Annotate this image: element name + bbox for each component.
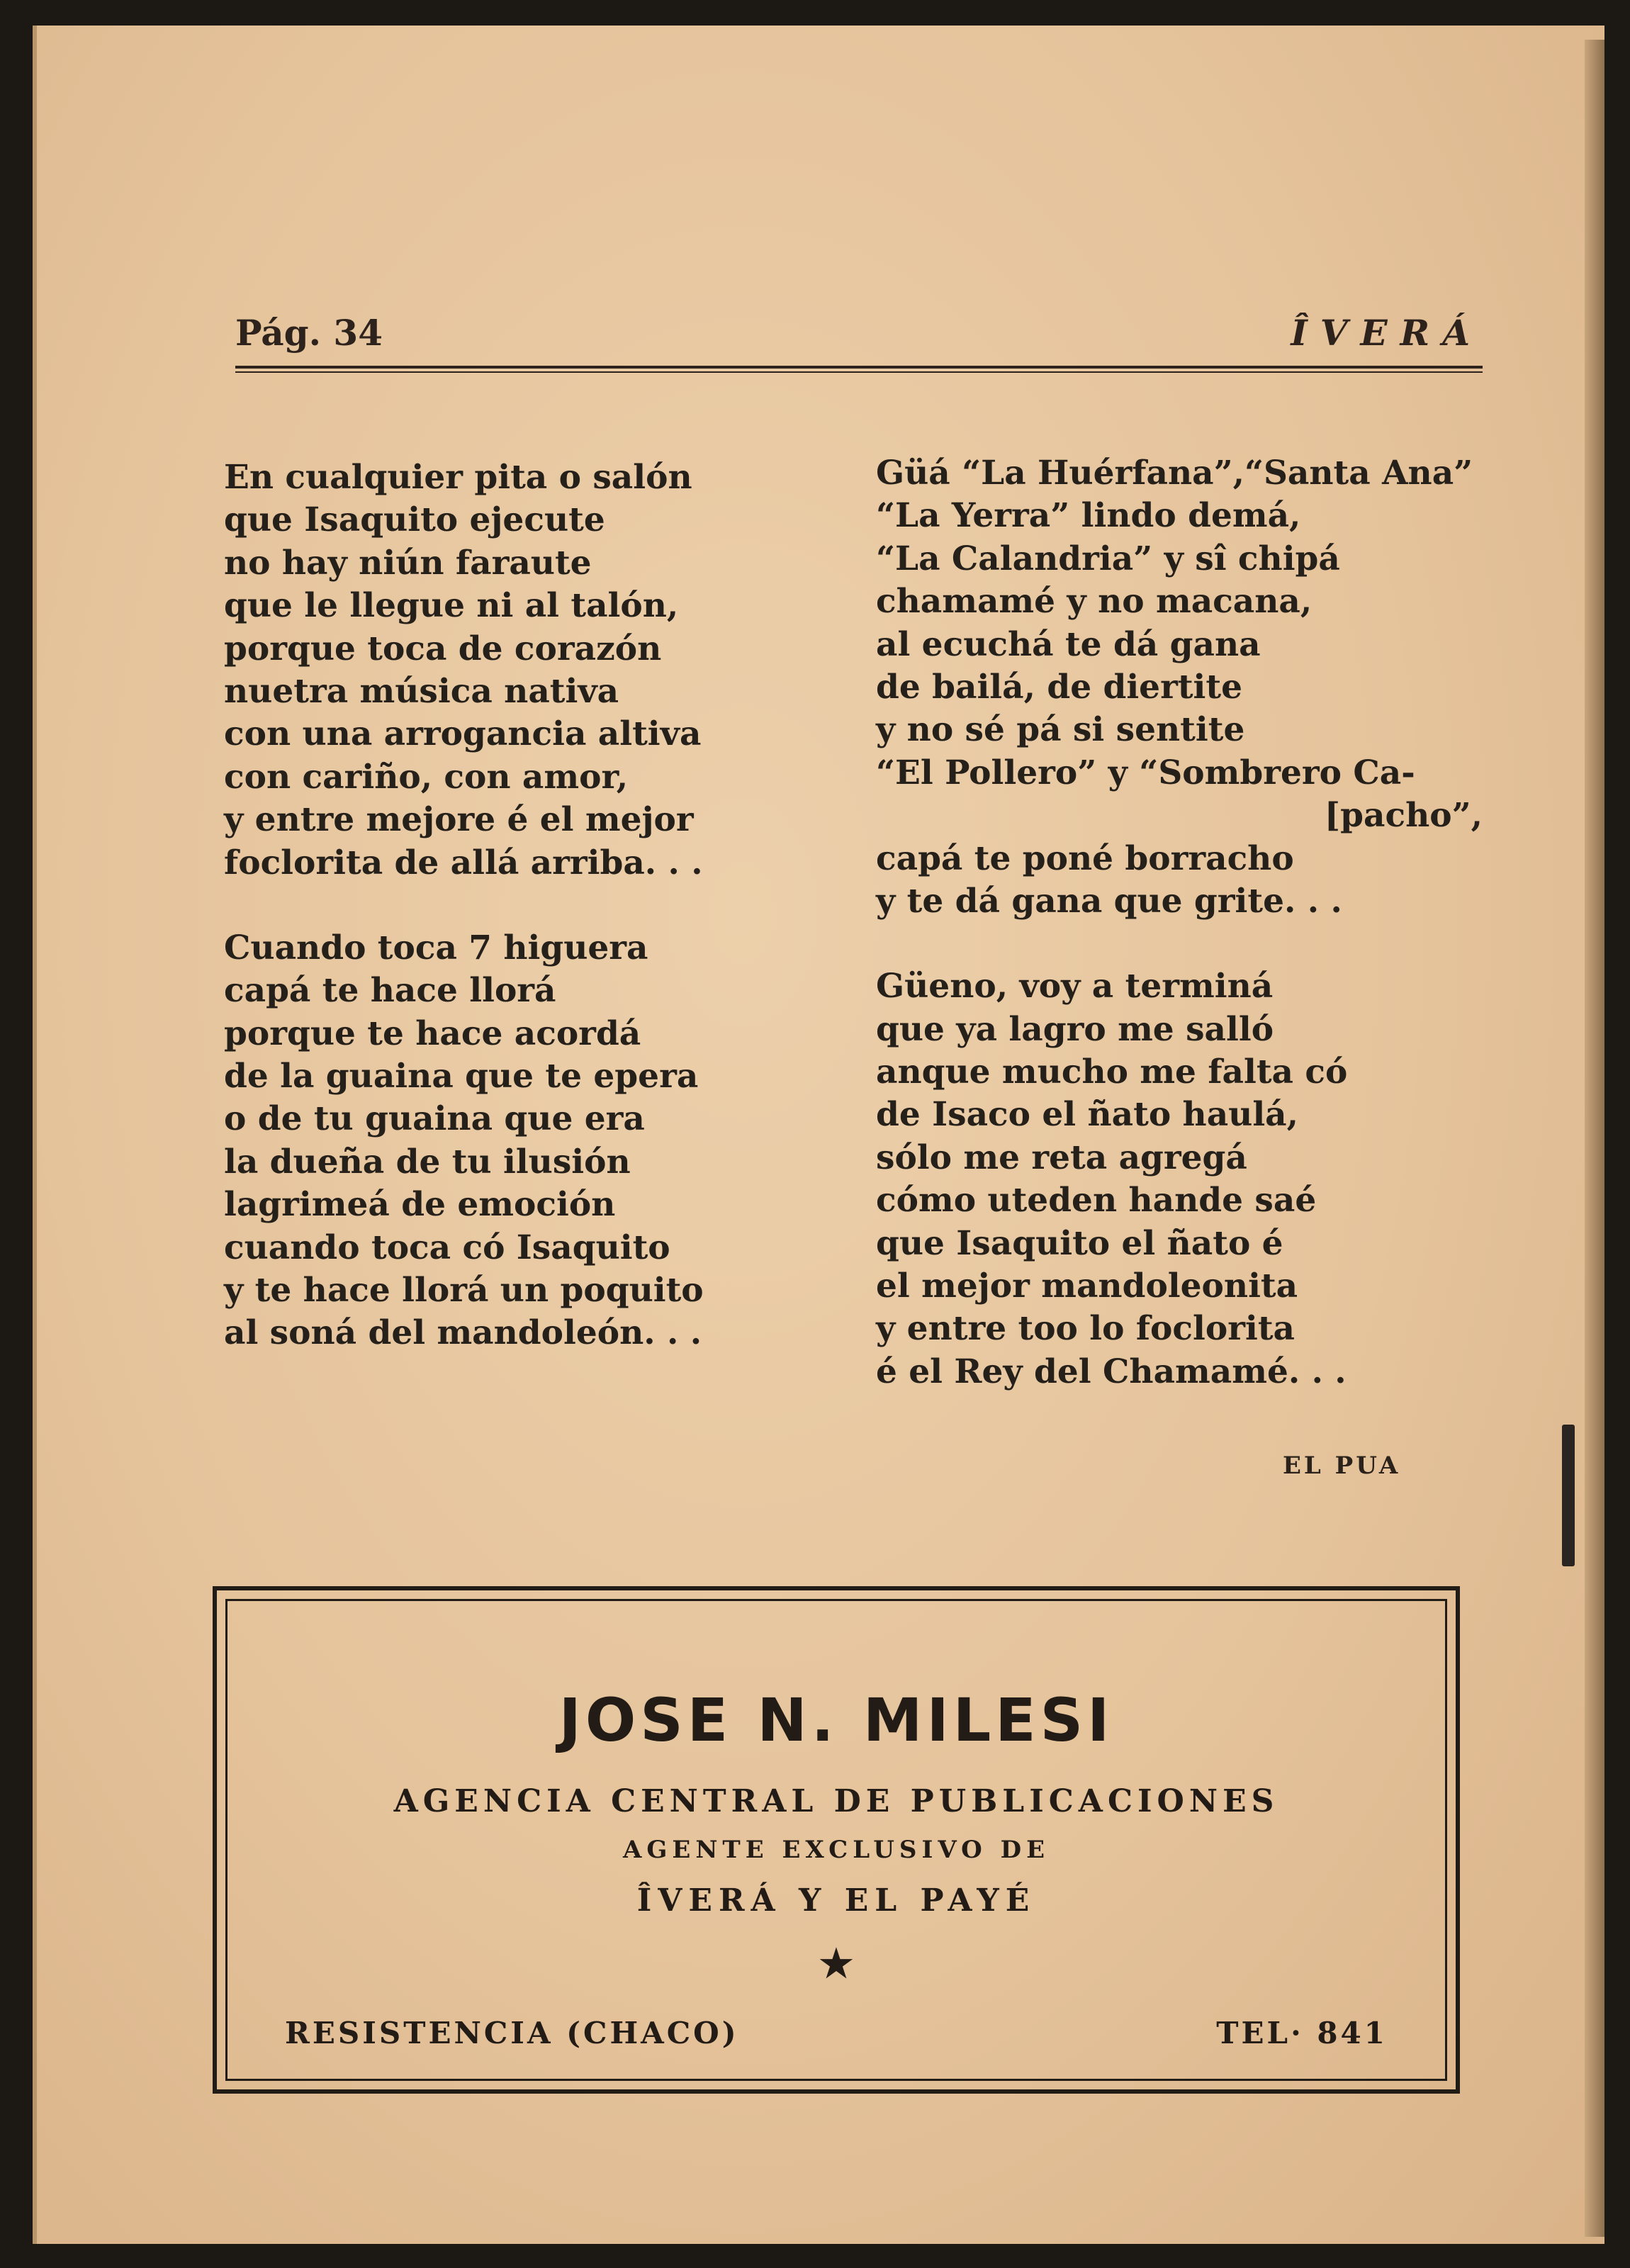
- poem-line: que ya lagro me salló: [876, 1009, 1274, 1049]
- poem-line: nuetra música nativa: [224, 671, 619, 711]
- advertiser-name: JOSE N. MILESI: [558, 1685, 1114, 1755]
- poem-line: capá te poné borracho: [876, 838, 1294, 878]
- advertiser-subtitle: AGENCIA CENTRAL DE PUBLICACIONES: [393, 1783, 1279, 1819]
- page-header: [235, 312, 1483, 361]
- poem-line: de la guaina que te epera: [224, 1057, 699, 1096]
- publications-line: ÎVERÁ Y EL PAYÉ: [636, 1882, 1036, 1919]
- header-rule: [235, 366, 1483, 373]
- poem-line: que Isaquito ejecute: [224, 500, 605, 540]
- poem-line: cuando toca có Isaquito: [224, 1228, 670, 1267]
- magazine-title: ÎVERÁ: [1291, 312, 1483, 354]
- stanza-gap: [876, 923, 1490, 965]
- stanza-gap: [224, 885, 734, 927]
- poem-line: de bailá, de diertite: [876, 667, 1243, 707]
- poem-line: que le llegue ni al talón,: [224, 586, 679, 626]
- poem-line: y entre too lo foclorita: [876, 1309, 1295, 1349]
- poem-line: cómo uteden hande saé: [876, 1181, 1317, 1220]
- poem-line: porque toca de corazón: [224, 629, 662, 668]
- poem-line: y te dá gana que grite. . .: [876, 881, 1342, 921]
- page-edge: [1585, 40, 1604, 2237]
- poem-line: con una arrogancia altiva: [224, 714, 702, 754]
- poem-line: anque mucho me falta có: [876, 1052, 1348, 1092]
- poem-right-column: [876, 452, 1490, 1393]
- poem-line: la dueña de tu ilusión: [224, 1142, 631, 1181]
- poem-line: Cuando toca 7 higuera: [224, 928, 648, 967]
- poem-line: y te hace llorá un poquito: [224, 1271, 704, 1310]
- poem-line: con cariño, con amor,: [224, 757, 629, 797]
- poem-line: capá te hace llorá: [224, 971, 556, 1011]
- poem-line: lagrimeá de emoción: [224, 1185, 616, 1225]
- advertisement-box: [213, 1586, 1460, 2094]
- advertiser-phone: TEL· 841: [1216, 2016, 1388, 2050]
- poem-line: el mejor mandoleonita: [876, 1267, 1298, 1306]
- poem-line: de Isaco el ñato haulá,: [876, 1095, 1298, 1135]
- page-number: Pág. 34: [235, 312, 383, 354]
- poem-line: “El Pollero” y “Sombrero Ca-: [876, 753, 1415, 792]
- agent-line: AGENTE EXCLUSIVO DE: [622, 1836, 1050, 1864]
- poem-line: é el Rey del Chamamé. . .: [876, 1352, 1347, 1391]
- poem-left-column: [224, 456, 734, 1355]
- advertiser-city: RESISTENCIA (CHACO): [285, 2016, 739, 2050]
- poem-line: En cualquier pita o salón: [224, 458, 692, 497]
- poem-line: “La Yerra” lindo demá,: [876, 496, 1301, 536]
- poem-signature: EL PUA: [1283, 1452, 1401, 1480]
- poem-line: al soná del mandoleón. . .: [224, 1313, 702, 1353]
- star-icon: ★: [819, 1941, 854, 1986]
- binding-clip: [1562, 1425, 1575, 1566]
- poem-line: no hay niún faraute: [224, 543, 592, 583]
- poem-line: que Isaquito el ñato é: [876, 1223, 1283, 1263]
- poem-line: Güeno, voy a terminá: [876, 967, 1274, 1006]
- poem-line: “La Calandria” y sî chipá: [876, 539, 1340, 578]
- poem-line: y entre mejore é el mejor: [224, 800, 694, 840]
- poem-line: foclorita de allá arriba. . .: [224, 843, 703, 882]
- poem-line: Güá “La Huérfana”,“Santa Ana”: [876, 454, 1473, 493]
- poem-line: o de tu guaina que era: [224, 1099, 645, 1139]
- poem-line: al ecuchá te dá gana: [876, 624, 1261, 664]
- poem-line: porque te hace acordá: [224, 1014, 641, 1053]
- poem-line: y no sé pá si sentite: [876, 710, 1245, 750]
- poem-line-continuation: [pacho”,: [1324, 796, 1483, 836]
- poem-line: chamamé y no macana,: [876, 582, 1313, 622]
- poem-line: sólo me reta agregá: [876, 1138, 1247, 1177]
